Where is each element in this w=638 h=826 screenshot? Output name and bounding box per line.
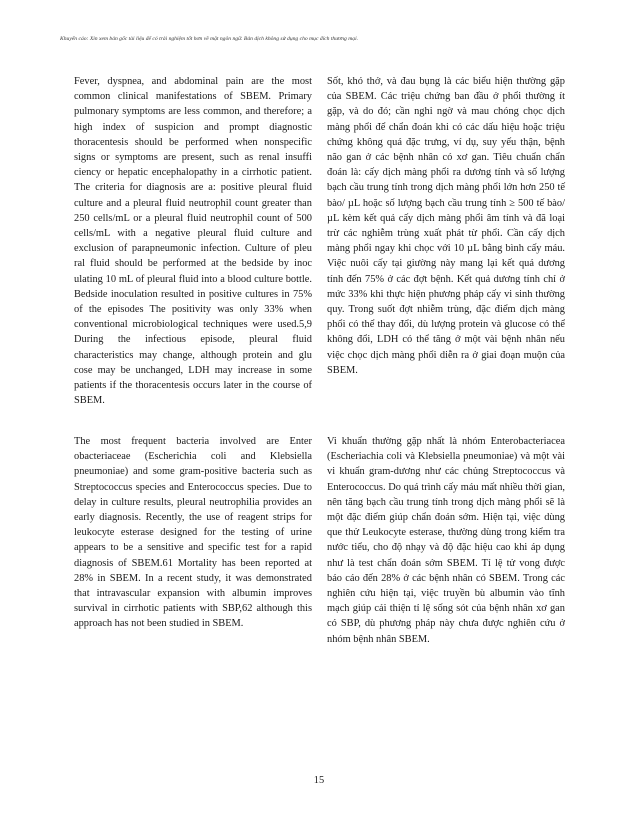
vietnamese-paragraph-1: Sốt, khó thở, và đau bụng là các biểu hiện thường gặp của SBEM. Các triệu chứng ban đầu ở phổi thường ít gặp, và do đó; cần nghi ngờ và mau chóng chọc dịch màng phổi để chẩn đoán khi có các dấu hiệu hoặc triệu chứng không quá đặc trưng, ví dụ, suy yếu thận, bệnh não gan ở các bệnh nhân có xơ gan. Tiêu chuẩn chẩn đoán là: cấy dịch màng phổi ra dương tính và số lượng bạch cầu trung tính trong dịch màng phổi lớn hơn 250 tế bào/ µL hoặc số lượng bạch cầu trung tính ≥ 500 tế bào/ µL kèm kết quả cấy dịch màng phổi âm tính và đã loại trừ các nghiễm trùng xuất phát từ phổi. Cần cấy dịch màng phổi ngay khi chọc với 10 µL bằng bình cấy máu. Việc nuôi cấy tại giường này mang lại kết quả dương tính đến 75% ở các đợt bệnh. Kết quả dương tính chỉ ở mức 33% khi thực hiện phương pháp cấy vi sinh thường quy. Trong suốt đợt nhiễm trùng, đặc điểm dịch màng phổi có thể thay đổi, dù lượng protein và glucose có thể không đổi, LDH có thể tăng ở một vài bệnh nhân nếu việc chọc dịch màng phổi diễn ra ở giai đoạn muộn của SBEM.	[327, 76, 565, 376]
english-paragraph-1: Fever, dyspnea, and abdominal pain are the most common clinical manifestations of SBEM. Primary pulmonary symptoms are less common, and therefore; a high index of suspicion and prompt diagnostic thoracentesis should be performed when nonspecific signs or symptoms are present, such as renal insuffi ciency or hepatic encephalopathy in a cirrhotic patient. The criteria for diagnosis are a: positive pleural fluid culture and a pleural fluid neutrophil count greater than 250 cells/mL or a pleural fluid neutrophil count of 500 cells/mL with a negative pleural fluid culture and exclusion of parapneumonic infection. Culture of pleu ral fluid should be performed at the bedside by inoc ulating 10 mL of pleural fluid into a blood culture bottle. Bedside inoculation resulted in positive cultures in 75% of the episodes The positivity was only 33% when conventional microbiological techniques were used.5,9 During the infectious episode, pleural fluid characteristics may change, although protein and glu cose may be unchanged, LDH may increase in some patients if the thoracentesis occurs later in the course of SBEM.	[74, 76, 312, 407]
vietnamese-paragraph-2: Vi khuẩn thường gặp nhất là nhóm Enterobacteriacea (Escheriachia coli và Klebsiella pneumoniae) và một vài vi khuẩn gram-dương như các chủng Streptococcus và Enterococcus. Do quá trình cấy máu mất nhiều thời gian, nên tăng bạch cầu trung tính trong dịch màng phổi sẽ là một đặc điểm giúp chẩn đoán sớm. Hiện tại, việc dùng que thử Leukocyte esterase, thường dùng trong kiểm tra nước tiểu, cho độ nhạy và độ đặc hiệu cao khi áp dụng như là test chẩn đoán sớm SBEM. Tỉ lệ tử vong được báo cáo đến 28% ở các bệnh nhân có SBEM. Trong các nghiên cứu hiện tại, việc truyền bù albumin vào tĩnh mạch giúp cải thiện tỉ lệ sống sót của bệnh nhân xơ gan có SBP, dù phương pháp này chưa được nghiên cứu ở nhóm bệnh nhân SBEM.	[327, 436, 565, 645]
page-number: 15	[313, 775, 325, 786]
translation-disclaimer: Khuyến cáo: Xin xem bản gốc tài liệu để có trải nghiệm tốt hơn về mặt ngôn ngữ. Bản dịch không sử dụng cho mục đích thương mại.	[60, 36, 359, 42]
english-paragraph-2: The most frequent bacteria involved are Enter obacteriaceae (Escherichia coli and Klebsiella pneumoniae) and some gram-positive bacteria such as Streptococcus species and Enterococcus species. Due to delay in culture results, pleural neutrophilia provides an early diagnosis. Recently, the use of reagent strips for leukocyte esterase designed for the testing of urine appears to be a sensitive and specific test for a rapid diagnosis of SBEM.61 Mortality has been reported at 28% in SBEM. In a recent study, it was demonstrated that intravascular expansion with albumin improves survival in cirrhotic patients with SBP,62 although this approach has not been studied in SBEM.	[74, 436, 312, 630]
